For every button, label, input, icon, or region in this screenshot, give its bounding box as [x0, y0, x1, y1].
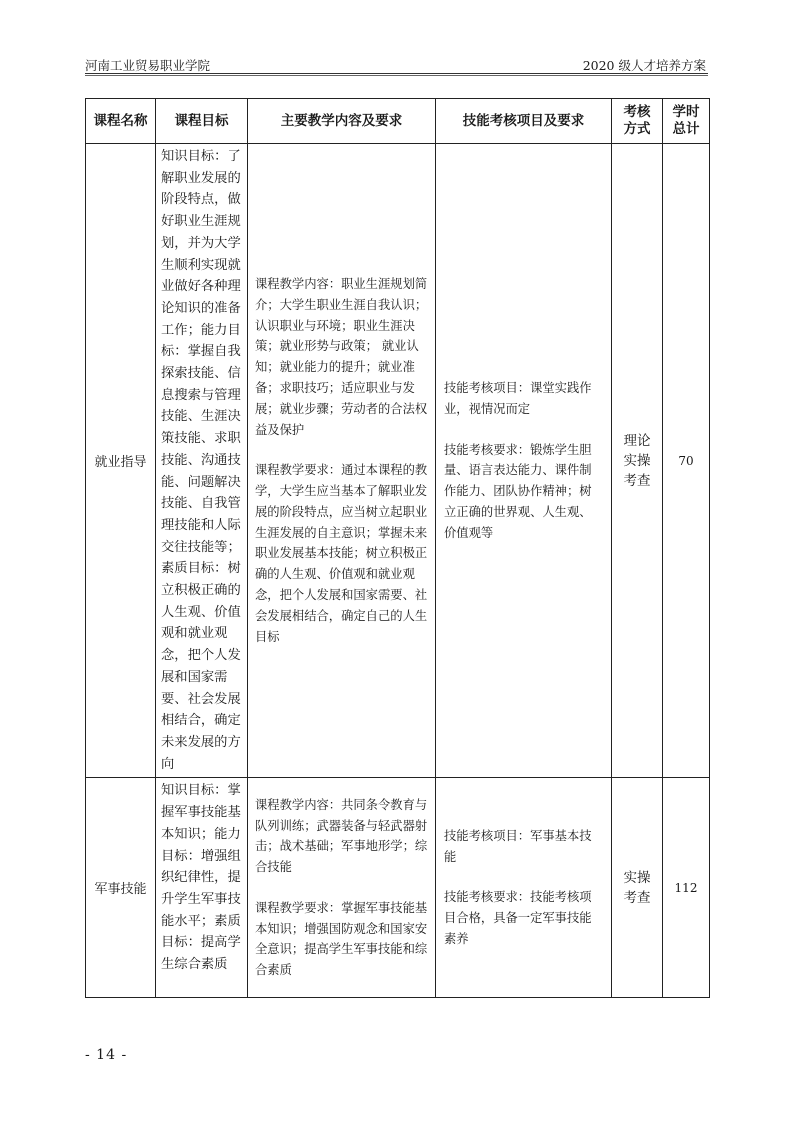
- teaching-content-cell: [248, 144, 436, 778]
- assessment-method: 理论实操考查: [612, 144, 663, 778]
- course-table: [85, 98, 710, 998]
- course-name: 就业指导: [86, 144, 156, 778]
- column-header-assessment-method: 考核方式: [612, 99, 663, 144]
- skill-requirements: 技能考核要求：技能考核项目合格，具备一定军事技能素养: [444, 890, 592, 947]
- skill-requirements: 技能考核要求：锻炼学生胆量、语言表达能力、课件制作能力、团队协作精神；树立正确的世界观、人生观、价值观等: [444, 442, 592, 540]
- teaching-content: 课程教学内容：职业生涯规划简介；大学生职业生涯自我认识；认识职业与环境；职业生涯决策；就业形势与政策； 就业认知；就业能力的提升；就业准备；求职技巧；适应职业与发展；就业步骤；劳动者的合法权益及保护: [255, 276, 428, 437]
- header-divider: [85, 73, 708, 74]
- table-row: [86, 144, 710, 778]
- column-header-total-hours: 学时总计: [663, 99, 710, 144]
- table-row: [86, 778, 710, 998]
- header-divider-thin: [85, 75, 708, 76]
- skill-items: 技能考核项目：军事基本技能: [444, 828, 592, 864]
- column-header-course-goal: 课程目标: [156, 99, 248, 144]
- column-header-course-name: 课程名称: [86, 99, 156, 144]
- page-number: - 14 -: [85, 1047, 128, 1063]
- total-hours: 112: [663, 778, 710, 998]
- course-goal: 知识目标：了解职业发展的阶段特点，做好职业生涯规划，并为大学生顺利实现就业做好各种理论知识的准备工作；能力目标：掌握自我探索技能、信息搜索与管理技能、生涯决策技能、求职技能、沟通技能、问题解决技能、自我管理技能和人际交往技能等；素质目标：树立积极正确的人生观、价值观和就业观念，把个人发展和国家需要、社会发展相结合，确定未来发展的方向: [156, 144, 248, 778]
- assessment-method: 实操考查: [612, 778, 663, 998]
- skill-items: 技能考核项目：课堂实践作业，视情况而定: [444, 380, 592, 416]
- teaching-requirements: 课程教学要求：掌握军事技能基本知识；增强国防观念和国家安全意识；提高学生军事技能和综合素质: [255, 900, 428, 978]
- teaching-content-cell: [248, 778, 436, 998]
- column-header-skill-assessment: 技能考核项目及要求: [436, 99, 612, 144]
- teaching-requirements: 课程教学要求：通过本课程的教学，大学生应当基本了解职业发展的阶段特点，应当树立起职业生涯发展的自主意识；掌握未来职业发展基本技能；树立积极正确的人生观、价值观和就业观念，把个人发展和国家需要、社会发展相结合，确定自己的人生目标: [255, 463, 428, 644]
- teaching-content: 课程教学内容：共同条令教育与队列训练；武器装备与轻武器射击；战术基础；军事地形学；综合技能: [255, 797, 428, 875]
- table-header-row: [86, 99, 710, 144]
- course-goal: 知识目标：掌握军事技能基本知识；能力目标：增强组织纪律性，提升学生军事技能水平；素质目标：提高学生综合素质: [156, 778, 248, 998]
- column-header-content: 主要教学内容及要求: [248, 99, 436, 144]
- skill-assessment-cell: [436, 778, 612, 998]
- course-name: 军事技能: [86, 778, 156, 998]
- skill-assessment-cell: [436, 144, 612, 778]
- header-school: 河南工业贸易职业学院: [85, 58, 211, 73]
- total-hours: 70: [663, 144, 710, 778]
- header-document-title: 2020 级人才培养方案: [582, 58, 706, 73]
